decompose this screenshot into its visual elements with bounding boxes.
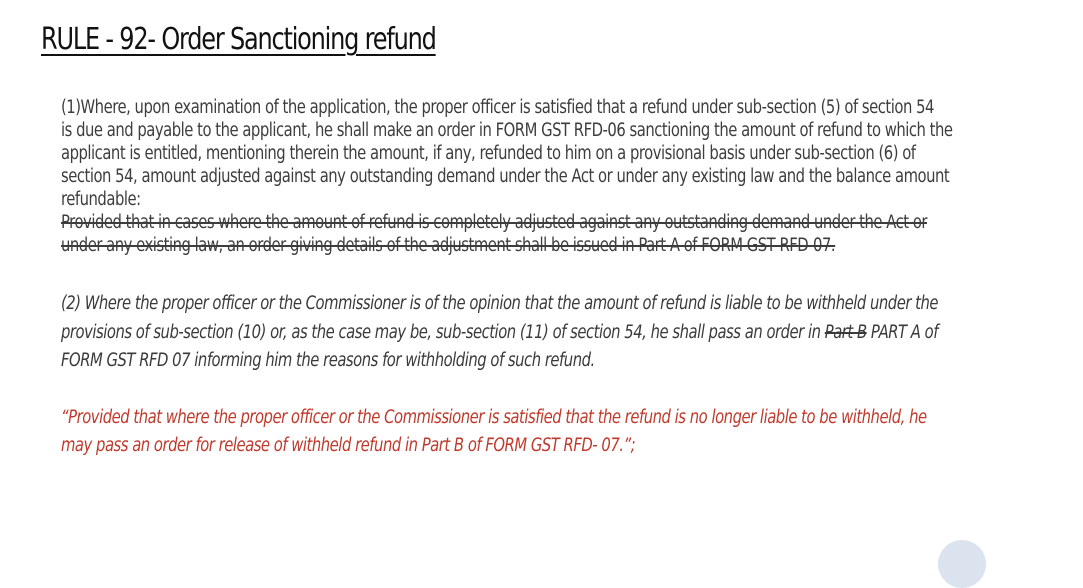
- inserted-proviso: [61, 404, 1005, 461]
- substituted-text-new: PART A of: [866, 321, 938, 343]
- sub-rule-2-text: provisions of sub-section (10) or, as the case may be, sub-section (11) of section 54, he shall pass an order in: [61, 321, 825, 343]
- sub-rule-1-line: refundable:: [61, 189, 141, 210]
- inserted-proviso-line: “Provided that where the proper officer or the Commissioner is satisfied that the refund is no longer liable to be withheld, he: [61, 406, 927, 428]
- decorative-circle: [938, 540, 986, 588]
- inserted-proviso-line: may pass an order for release of withheld refund in Part B of FORM GST RFD- 07.”;: [61, 435, 636, 456]
- sub-rule-2-line: (2) Where the proper officer or the Commissioner is of the opinion that the amount of refund is liable to be withheld under the: [61, 293, 939, 314]
- document-body: [61, 96, 1005, 461]
- sub-rule-2-line: FORM GST RFD 07 informing him the reasons for withholding of such refund.: [61, 350, 595, 371]
- sub-rule-1-line: section 54, amount adjusted against any outstanding demand under the Act or under any existing law and the balance amount: [61, 166, 950, 187]
- sub-rule-2-line: [61, 319, 1005, 348]
- sub-rule-1: [61, 96, 1005, 257]
- sub-rule-1-line: applicant is entitled, mentioning therein the amount, if any, refunded to him on a provisional basis under sub-section (6) of: [61, 143, 916, 164]
- omitted-proviso-line: under any existing law, an order giving details of the adjustment shall be issued in Part A of FORM GST RFD-07.: [61, 235, 836, 256]
- substituted-text-struck: Part B: [824, 321, 867, 343]
- sub-rule-1-line: (1)Where, upon examination of the application, the proper officer is satisfied that a refund under sub-section (5) of section 54: [61, 97, 934, 118]
- sub-rule-2: [61, 290, 1005, 376]
- sub-rule-1-line: is due and payable to the applicant, he shall make an order in FORM GST RFD-06 sanctioning the amount of refund to which the: [61, 120, 953, 141]
- rule-title: RULE - 92- Order Sanctioning refund: [41, 22, 436, 57]
- omitted-proviso-line: Provided that in cases where the amount of refund is completely adjusted against any outstanding demand under the Act or: [61, 212, 928, 233]
